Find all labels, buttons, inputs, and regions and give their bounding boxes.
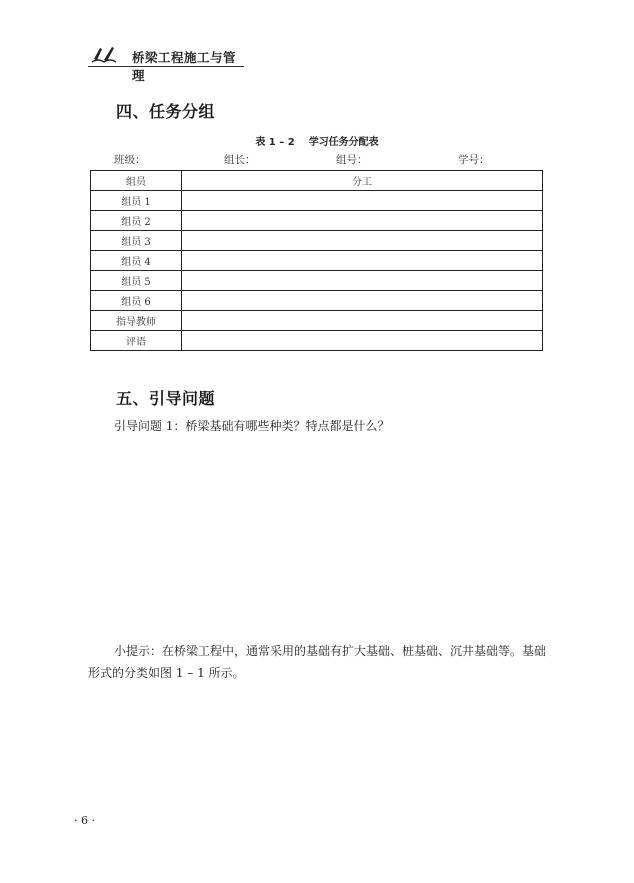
info-class-label: 班级： bbox=[114, 154, 146, 166]
table-header-row bbox=[91, 171, 543, 191]
section-heading-task-grouping: 四、任务分组 bbox=[116, 102, 216, 121]
row-value bbox=[182, 311, 543, 331]
row-label: 组员 4 bbox=[91, 251, 182, 271]
table-row bbox=[91, 191, 543, 211]
row-value bbox=[182, 291, 543, 311]
section-heading-guiding-questions: 五、引导问题 bbox=[116, 389, 216, 408]
table-row bbox=[91, 251, 543, 271]
header-assignment: 分工 bbox=[182, 171, 543, 191]
row-label: 组员 5 bbox=[91, 271, 182, 291]
tip-paragraph: 小提示：在桥梁工程中，通常采用的基础有扩大基础、桩基础、沉井基础等。基础形式的分类如图 1 – 1 所示。 bbox=[88, 644, 547, 680]
table-row bbox=[91, 291, 543, 311]
info-group-label: 组号： bbox=[336, 154, 368, 166]
table-caption-number: 表 1 – 2 bbox=[255, 137, 295, 148]
info-student-id-label: 学号： bbox=[458, 154, 490, 166]
page-number: · 6 · bbox=[74, 814, 95, 827]
table-caption-title: 学习任务分配表 bbox=[308, 137, 379, 148]
row-value bbox=[182, 191, 543, 211]
guiding-question-1: 引导问题 1：桥梁基础有哪些种类？特点都是什么？ bbox=[114, 419, 390, 433]
header-rule bbox=[88, 66, 244, 67]
info-leader-label: 组长： bbox=[224, 154, 256, 166]
header-title: 桥梁工程施工与管理 bbox=[132, 50, 237, 83]
table-row bbox=[91, 311, 543, 331]
row-value bbox=[182, 271, 543, 291]
task-assignment-table bbox=[90, 170, 543, 351]
row-value bbox=[182, 331, 543, 351]
table-row bbox=[91, 331, 543, 351]
table-caption bbox=[0, 133, 634, 148]
book-pen-logo-icon bbox=[90, 44, 118, 66]
row-label: 组员 6 bbox=[91, 291, 182, 311]
row-label: 组员 1 bbox=[91, 191, 182, 211]
table-row bbox=[91, 231, 543, 251]
running-header bbox=[88, 42, 244, 83]
row-value bbox=[182, 231, 543, 251]
table-row bbox=[91, 271, 543, 291]
row-label: 评语 bbox=[91, 331, 182, 351]
row-value bbox=[182, 251, 543, 271]
row-label: 组员 2 bbox=[91, 211, 182, 231]
table-row bbox=[91, 211, 543, 231]
row-label: 指导教师 bbox=[91, 311, 182, 331]
header-member: 组员 bbox=[91, 171, 182, 191]
row-label: 组员 3 bbox=[91, 231, 182, 251]
row-value bbox=[182, 211, 543, 231]
